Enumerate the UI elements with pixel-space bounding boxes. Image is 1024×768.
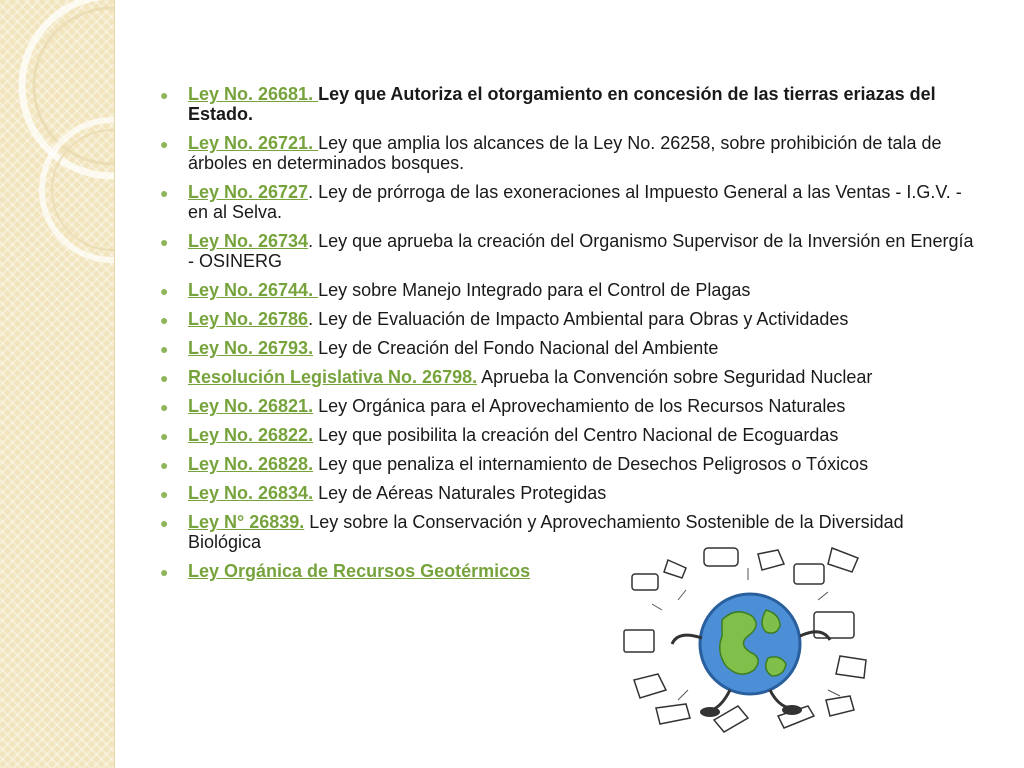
law-link[interactable]: Ley No. 26822. xyxy=(188,425,314,445)
law-description: . Ley que aprueba la creación del Organismo Supervisor de la Inversión en Energía - OSINERG xyxy=(188,231,974,271)
law-link[interactable]: Ley No. 26727 xyxy=(188,182,309,202)
list-item xyxy=(160,425,980,445)
law-description: Ley de Aéreas Naturales Protegidas xyxy=(313,483,607,503)
bullet-icon: ● xyxy=(160,341,169,357)
decorative-side-panel xyxy=(0,0,115,768)
bullet-icon: ● xyxy=(160,312,169,328)
law-description: Ley que amplia los alcances de la Ley No. 26258, sobre prohibición de tala de árboles en determinados bosques. xyxy=(188,133,942,173)
law-link[interactable]: Ley No. 26828. xyxy=(188,454,314,474)
bullet-icon: ● xyxy=(160,486,169,502)
law-description: Aprueba la Convención sobre Seguridad Nuclear xyxy=(477,367,873,387)
law-description: Ley que posibilita la creación del Centro Nacional de Ecoguardas xyxy=(313,425,839,445)
list-item xyxy=(160,280,980,300)
law-link[interactable]: Resolución Legislativa No. 26798. xyxy=(188,367,478,387)
law-link[interactable]: Ley No. 26834. xyxy=(188,483,314,503)
law-link[interactable]: Ley No. 26793. xyxy=(188,338,314,358)
law-link[interactable]: Ley N° 26839. xyxy=(188,512,305,532)
list-item xyxy=(160,309,980,329)
law-link[interactable]: Ley No. 26721. xyxy=(188,133,319,153)
law-link[interactable]: Ley No. 26786 xyxy=(188,309,309,329)
law-description: Ley que penaliza el internamiento de Desechos Peligrosos o Tóxicos xyxy=(313,454,869,474)
law-description: Ley que Autoriza el otorgamiento en concesión de las tierras eriazas del Estado. xyxy=(188,84,936,124)
law-description: Ley Orgánica para el Aprovechamiento de los Recursos Naturales xyxy=(313,396,846,416)
bullet-icon: ● xyxy=(160,457,169,473)
bullet-icon: ● xyxy=(160,283,169,299)
law-link[interactable]: Ley No. 26821. xyxy=(188,396,314,416)
bullet-icon: ● xyxy=(160,87,169,103)
list-item xyxy=(160,396,980,416)
law-description: Ley de Creación del Fondo Nacional del Ambiente xyxy=(313,338,719,358)
bullet-icon: ● xyxy=(160,399,169,415)
law-description: . Ley de Evaluación de Impacto Ambiental para Obras y Actividades xyxy=(308,309,849,329)
law-link[interactable]: Ley Orgánica de Recursos Geotérmicos xyxy=(188,561,531,581)
bullet-icon: ● xyxy=(160,370,169,386)
bullet-icon: ● xyxy=(160,515,169,531)
bullet-icon: ● xyxy=(160,234,169,250)
list-item xyxy=(160,182,980,222)
list-item xyxy=(160,367,980,387)
list-item xyxy=(160,231,980,271)
bullet-icon: ● xyxy=(160,428,169,444)
law-description: Ley sobre la Conservación y Aprovechamiento Sostenible de la Diversidad Biológica xyxy=(188,512,904,552)
list-item xyxy=(160,483,980,503)
list-item xyxy=(160,84,980,124)
list-item xyxy=(160,133,980,173)
law-description: Ley sobre Manejo Integrado para el Control de Plagas xyxy=(318,280,751,300)
law-link[interactable]: Ley No. 26734 xyxy=(188,231,309,251)
law-link[interactable]: Ley No. 26744. xyxy=(188,280,319,300)
bullet-icon: ● xyxy=(160,564,169,580)
law-list xyxy=(160,84,980,581)
law-description: . Ley de prórroga de las exoneraciones al Impuesto General a las Ventas - I.G.V. - en al Selva. xyxy=(188,182,962,222)
decorative-rings-graphic xyxy=(0,0,114,768)
bullet-icon: ● xyxy=(160,185,169,201)
bullet-icon: ● xyxy=(160,136,169,152)
law-link[interactable]: Ley No. 26681. xyxy=(188,84,319,104)
list-item xyxy=(160,338,980,358)
slide-content xyxy=(160,84,980,590)
earth-pollution-illustration xyxy=(618,540,880,740)
list-item xyxy=(160,454,980,474)
